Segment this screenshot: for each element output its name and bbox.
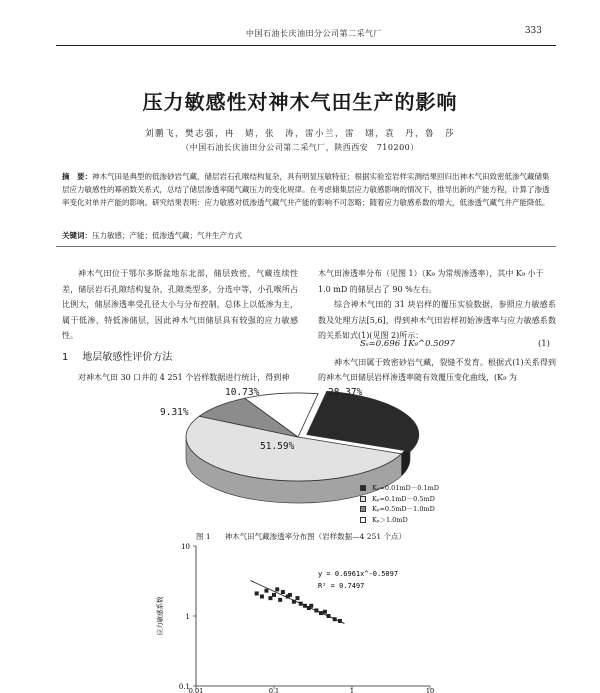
data-point <box>278 598 282 602</box>
fit-equation: y = 0.6961x^-0.5097 <box>318 570 399 578</box>
pie-label-51-59: 51.59% <box>260 441 295 452</box>
legend-item <box>360 483 439 494</box>
left-paragraph-1: 神木气田位于鄂尔多斯盆地东北部，储层致密，气藏连续性差，储层岩石孔隙结构复杂，孔隙类型多，分选中等，小孔喉所占比例大，储层渗透率受孔径大小与分布控制，总体上以低渗为主，属于低渗、特低渗储层，因此神木气田储层具有较强的应力敏感性。 <box>62 269 298 340</box>
data-point <box>268 596 272 600</box>
left-column <box>62 266 298 344</box>
legend-item <box>360 515 439 526</box>
pie-label-9-31: 9.31% <box>160 407 189 418</box>
legend-item <box>360 504 439 515</box>
data-point <box>338 619 342 623</box>
equation-1 <box>318 337 556 353</box>
keywords-label: 关键词： <box>62 231 92 240</box>
fit-r2: R² = 0.7497 <box>318 582 365 590</box>
header-org: 中国石油长庆油田分公司第二采气厂 <box>246 29 382 38</box>
data-point <box>314 608 318 612</box>
equation-number: (1) <box>537 339 550 349</box>
data-point <box>319 611 323 615</box>
equation-formula: Sₛ=0.696 1K₉^0.5097 <box>360 339 455 349</box>
scatter-chart <box>148 540 468 693</box>
data-point <box>303 604 307 608</box>
data-point <box>275 587 279 591</box>
x-tick-label: 0.1 <box>268 687 280 693</box>
right-paragraph-2: 综合神木气田的 31 块岩样的覆压实验数据，参照应力敏感系数及处理方法[5,6]，得到神木气田岩样初始渗透率与应力敏感系数的关系如式(1)(见图 2)所示： <box>318 300 556 340</box>
data-point <box>292 600 296 604</box>
pie-legend <box>360 483 439 525</box>
pie-label-28-37: 28.37% <box>328 387 363 398</box>
legend-label: Kₚ=0.01mD－0.1mD <box>372 484 439 492</box>
legend-item <box>360 494 439 505</box>
y-axis-label: 应力敏感系数 <box>156 596 164 636</box>
data-point <box>288 593 292 597</box>
legend-swatch <box>360 485 366 491</box>
right-column <box>318 266 556 344</box>
figure-caption: 神木气田气藏渗透率分布图（岩样数据—4 251 个点） <box>224 532 407 541</box>
scatter-chart-svg <box>148 540 468 693</box>
keywords <box>62 230 550 241</box>
data-point <box>264 589 268 593</box>
y-tick-label: 1 <box>185 613 190 621</box>
figure-label: 图 1 <box>196 532 211 541</box>
legend-label: Kₚ=0.1mD－0.5mD <box>372 494 435 503</box>
x-tick-label: 0.01 <box>188 687 204 693</box>
x-tick-label: 1 <box>349 687 355 693</box>
right-paragraph-1: 木气田渗透率分布（见图 1）（K₉ 为常规渗透率），其中 K₉ 小于 1.0 mD 的储层占了 90 %左右。 <box>318 269 544 294</box>
authors: 刘鹏飞，樊志强，冉 婧，张 涛，雷小兰，雷 翃，袁 丹，鲁 莎 <box>144 129 455 139</box>
page-number: 333 <box>524 26 542 36</box>
right-paragraph-3: 神木气田属于致密砂岩气藏，裂缝不发育。根据式(1)关系得到的神木气田储层岩样渗透率随有效覆压变化曲线，(K₉ 为 <box>318 358 556 382</box>
legend-label: Kₚ＞1.0mD <box>372 515 408 524</box>
data-point <box>295 596 299 600</box>
legend-swatch <box>360 517 366 523</box>
x-tick-label: 10 <box>425 687 435 693</box>
data-point <box>299 602 303 606</box>
affiliation: （中国石油长庆油田分公司第二采气厂，陕西西安 710200） <box>181 143 419 152</box>
section-number: 1 <box>62 352 69 363</box>
data-point <box>260 594 264 598</box>
left-paragraph-2: 对神木气田 30 口井的 4 251 个岩样数据进行统计，得到神 <box>78 373 290 382</box>
keywords-text: 压力敏感；产能；低渗透气藏；气井生产方式 <box>92 231 242 240</box>
legend-swatch <box>360 506 366 512</box>
data-point <box>255 591 259 595</box>
data-point <box>327 614 331 618</box>
y-tick-label: 10 <box>181 543 190 551</box>
y-tick-label: 0.1 <box>178 683 190 691</box>
data-point <box>323 610 327 614</box>
legend-label: Kₚ=0.5mD－1.0mD <box>372 505 435 513</box>
data-point <box>309 604 313 608</box>
legend-swatch <box>360 496 366 502</box>
running-header <box>56 26 556 46</box>
divider <box>56 246 556 247</box>
data-point <box>281 590 285 594</box>
pie-label-10-73: 10.73% <box>225 387 260 398</box>
data-point <box>333 617 337 621</box>
section-heading <box>62 348 186 363</box>
data-point <box>272 593 276 597</box>
abstract-label: 摘 要： <box>62 172 92 181</box>
section-title: 地层敏感性评价方法 <box>82 352 173 363</box>
paper-title: 压力敏感性对神木气田生产的影响 <box>142 90 458 114</box>
abstract-text: 神木气田是典型的低渗砂岩气藏，储层岩石孔喉结构复杂，具有明显压敏特征；根据实验室岩样实测结果回归出神木气田致密低渗气藏储集层应力敏感性的幂函数关系式，总结了储层渗透率随气藏压力的变化规律。在考虑储集层应力敏感影响的情况下，推导出新的产能方程，计算了渗透率变化对单井产能的影响。研究结果表明：应力敏感对低渗透气藏气井产能的影响不可忽略；随着应力敏感系数的增大，低渗透气藏气井产能降低。 <box>62 172 550 207</box>
abstract <box>62 170 550 209</box>
